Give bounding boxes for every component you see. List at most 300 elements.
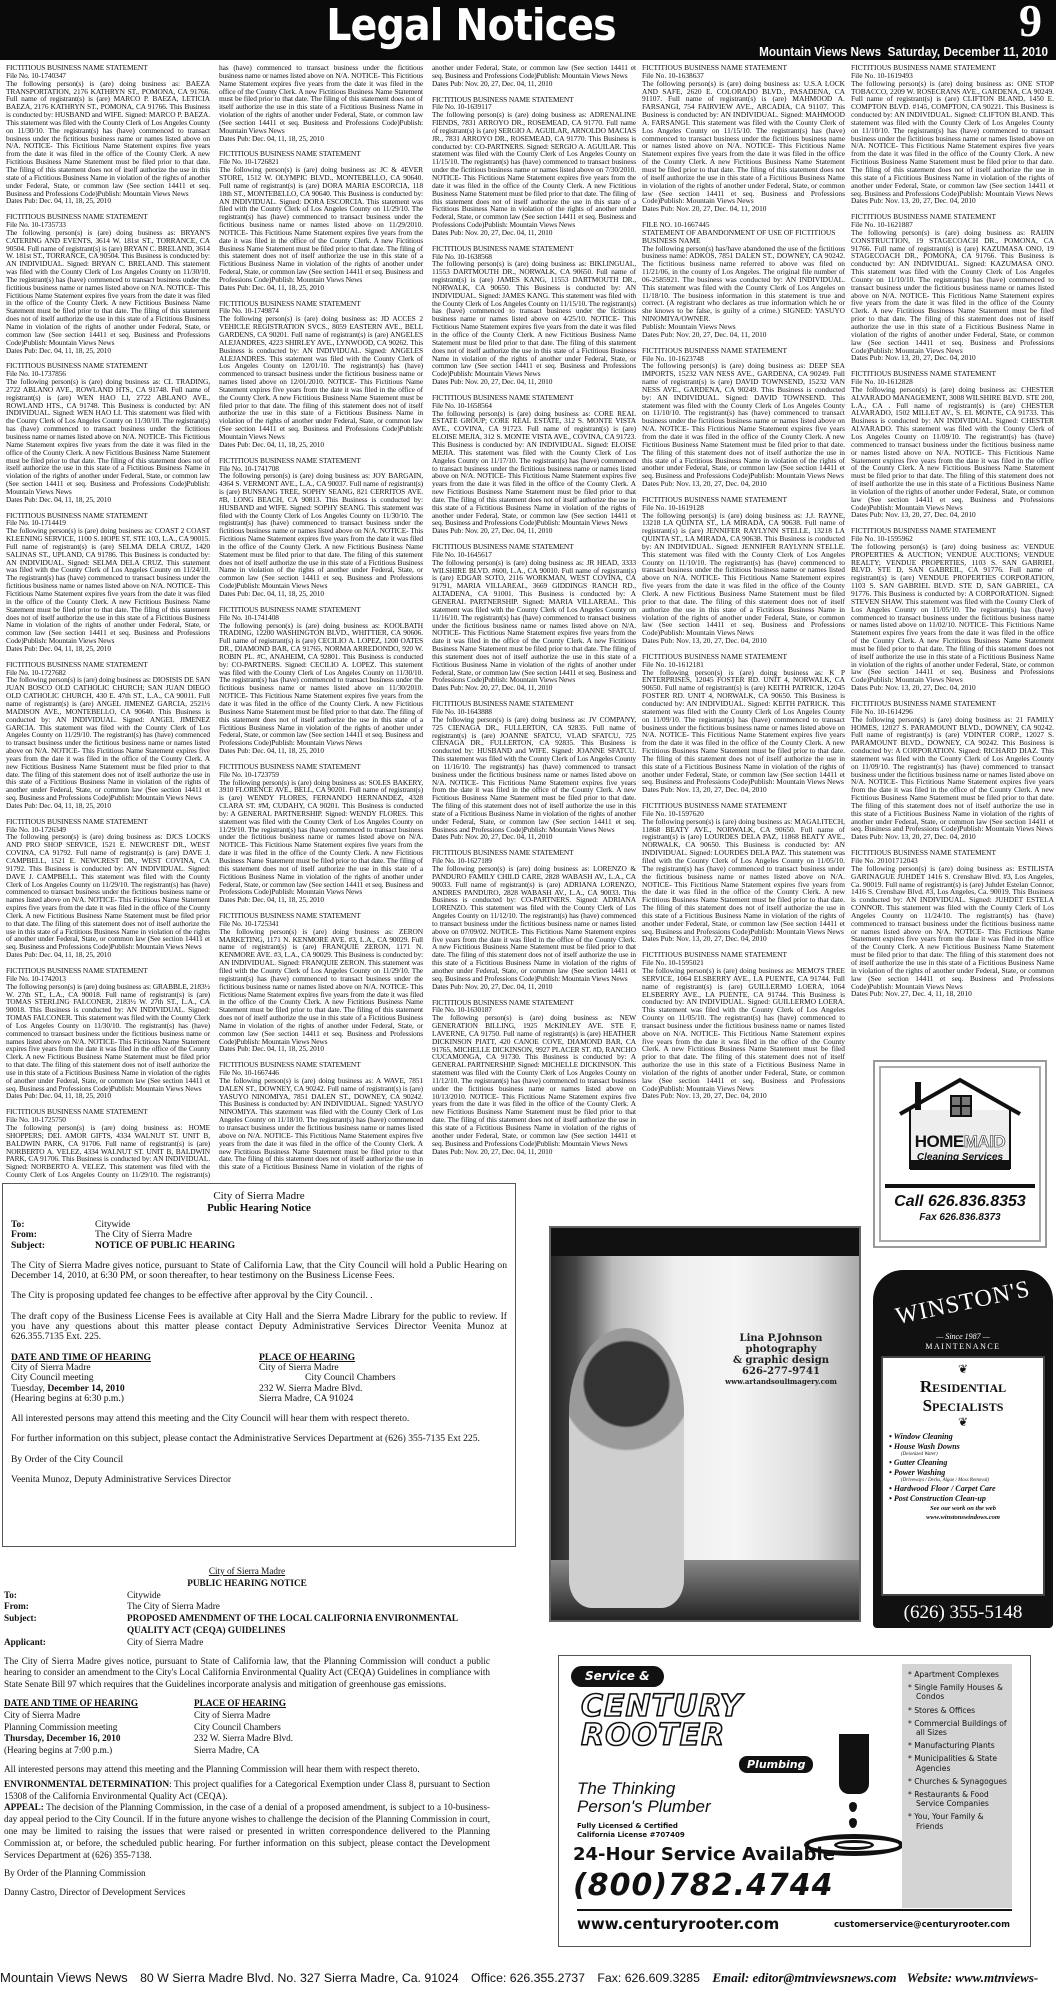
notice-phrase: This statement was filed with the County Clerk of Los Angeles County on xyxy=(851,746,1054,771)
ad-line: photography xyxy=(745,1344,817,1355)
notice-signed-by: YASUYO NINOMIYA xyxy=(219,1099,423,1117)
notice-signed-by: TOMAS FALCONER xyxy=(6,1013,71,1023)
notice-filed-date: 11/05/10 xyxy=(932,604,959,614)
dates-value: Nov. 13, 20, 27, Dec. 04, 2010 xyxy=(885,510,976,520)
legal-notice xyxy=(6,362,210,503)
notice-body: The following person(s) is (are) doing business as: K P ENTERPRISES, 12045 FOSTER RD. UNIT 4, NORWALK, CA 90650. Full name of registrant(s) is (are) KEITH PATRICK, 12045 FOSTER RD. UNIT 4, NORWALK, CA 90650. This Business is conducted by: AN INDIVIDUAL. Signed: KEITH PATRICK. This statement was filed with the County Clerk of Los Angeles County on 11/09/10. The registrant(s) has (have) commenced to transact business under the fictitious business name or names listed above on N/A. NOTICE- This Fictitious Name Statement expires five years from the date it was filed in the office of the County Clerk. A new Fictitious Business Name Statement must be filed prior to that date. The filing of this statement does not of itself authorize the use in this state of a Fictitious Business Name in violation of the rights of another under Federal, State, or common law (See section 14411 et seq. Business and Professions Code)Publish: Mountain Views News xyxy=(642,667,846,787)
file-number: FILE NO. 10-1667445 xyxy=(642,220,710,230)
service-item: * Stores & Offices xyxy=(908,1706,1008,1715)
notice-registrant: DAVE J. CAMPBELL, 1521 E. NEWCREST DR., WEST COVINA, CA 91792 xyxy=(6,848,210,873)
notice-phrase: The registrant(s) has (have) commenced to transact business under the fictitious business name or names listed above on xyxy=(6,416,210,441)
notice-phrase: Signed: xyxy=(747,997,773,1007)
issue-date: Saturday, December 11, 2010 xyxy=(887,44,1048,59)
notice-phrase: Signed: xyxy=(125,110,149,120)
notice-phrase: The registrant(s) has (have) commenced to transact business under the fictitious business name or names listed above on xyxy=(851,604,1054,630)
file-no: 10-1735733 xyxy=(31,220,66,230)
notice-boilerplate: NOTICE- This Fictitious Name Statement expires five years from the date it was filed in the office of the County Clerk. A new Fictitious Business Name Statement must be filed prior to that date. The filing of this statement does not of itself authorize the use in this state of a Fictitious Business Name in violation of the rights of another under Federal, State, or common law (See section 14411 et seq. Business and Professions Code)Publish: Mountain Views News xyxy=(6,1036,210,1093)
paragraph: The draft copy of the Business License Fees is available at City Hall and the Sierra Madre Library for the public to review. If you have any questions about this matter please contact Deputy Administrative Services Director Veenita Munoz at 626.355.7135 Ext. 225. xyxy=(11,1310,507,1343)
notice-phrase: Signed: xyxy=(1031,589,1054,598)
file-prefix: File No. xyxy=(851,856,878,865)
notice-phrase: The following person(s) is (are) doing business as: xyxy=(219,1075,376,1085)
dates-value: Dec. 04, 11, 18, 25, 2010 xyxy=(38,800,111,810)
notice-signed-by: FRANQUIE ZERON xyxy=(301,958,365,968)
notice-boilerplate: NOTICE- This Fictitious Name Statement expires five years from the date it was filed in the office of the County Clerk. A new Fictitious Business Name Statement must be filed prior to that date. The filing of this statement does not of itself authorize the use in this state of a Fictitious Business Name in violation of the rights of another under Federal, State, or common law (See section 14411 et seq. Business and Professions Code)Publish: Mountain Views News xyxy=(6,746,210,803)
notice-signed-by: SOPHY SEANG xyxy=(314,502,364,512)
dates-value: Nov. 20, 27, Dec. 04, 11, 2010 xyxy=(464,981,553,991)
notice-dba: LORENZO & PANDURO FAMILY CHILD CARE, 2828 WABASH AV., L.A., CA 90033 xyxy=(432,864,637,889)
notice-conducted-by: HUSBAND and WIFE xyxy=(219,502,287,512)
file-prefix: File No. xyxy=(432,1005,458,1015)
notice-phrase: The registrant(s) has (have) commenced to transact business under the fictitious business name or names listed above on xyxy=(432,612,636,630)
notice-signed-by: LOURDES DELA PAZ xyxy=(714,848,785,858)
masthead xyxy=(0,0,1056,60)
dates-value: Nov. 13, 20, 27, Dec. 04, 2010 xyxy=(885,683,976,693)
notice-commenced-date: 7/30/2010 xyxy=(605,165,635,175)
notice-boilerplate: NOTICE- This Fictitious Name Statement expires five years from the date it was filed in the office of the County Clerk. A new Fictitious Business Name Statement must be filed prior to that date. The filing of this statement does not of itself authorize the use in this state of a Fictitious Business Name in violation of the rights of another under Federal, State, or common law (See section 14411 et seq. Business and Professions Code)Publish: Mountain Views News xyxy=(219,691,423,748)
notice-phrase: This Business is conducted by: xyxy=(119,549,210,559)
notice-conducted-by: AN INDIVIDUAL xyxy=(310,1099,367,1109)
notice-signed-by: JOANNE SFATCU xyxy=(576,746,635,756)
file-no: 10-1643888 xyxy=(457,706,492,716)
notice-dba: SOLES BAKERY, 3910 FLORENCE AVE., BELL, CA 90201 xyxy=(219,777,423,795)
notice-phrase: This statement was filed with the County Clerk of Los Angeles County on xyxy=(6,1162,210,1180)
file-prefix: File No. xyxy=(432,400,458,410)
file-no: 10-1723759 xyxy=(244,769,279,779)
notice-phrase: The registrant(s) has (have) commenced to transact business under the fictitious business name or names listed above on xyxy=(432,455,636,481)
notice-phrase: Full name of registrant(s) is (are) xyxy=(851,730,964,740)
notice-phrase: The registrant(s) has (have) commenced to transact business under the fictitious business name or names listed above on xyxy=(432,761,636,779)
notice-dba: CHESTER ALVARADO MANAGEMENT, 3008 WILSHIRE BLVD. STE 200, L.A., CA xyxy=(851,384,1054,410)
notice-dba: MEMO'S TREE SERVICE, 1064 ELSBERRY AVE., LA PUENTE, CA 91744 xyxy=(642,965,846,983)
notice-filed-date: 11/12/10 xyxy=(432,1075,458,1085)
notice-phrase: The following person(s) is (are) doing business as: xyxy=(851,384,1022,394)
notice-conducted-by: AN INDIVIDUAL xyxy=(152,1154,209,1164)
service-item: * Single Family Houses & Condos xyxy=(908,1683,1008,1701)
notice-phrase: This Business is conducted by: xyxy=(219,651,423,669)
notice-dba: JD ACCES 2 VEHICLE REGISTRATION SVCS., 8059 EASTERN AVE., BELL GARDENS, CA 90201 xyxy=(219,314,423,339)
place-line: 232 W. Sierra Madre Blvd. xyxy=(194,1733,294,1744)
notice-dba: KOOLBATH TRADING, 12200 WASHINGTON BLVD., WHITTIER, CA 90606 xyxy=(219,620,423,638)
website: www.winstonswindows.com xyxy=(926,1514,1000,1521)
logo-rooter: ROOTER xyxy=(581,1718,726,1753)
notice-dba: HOME SHOPPERS; DEL AMOR GIFTS, 4334 WALNUT ST. UNIT B, BALDWIN PARK, CA 91706 xyxy=(6,1123,210,1148)
dates-prefix: Dates Pub: xyxy=(642,1091,677,1101)
notice-phrase: This statement was filed with the County Clerk of Los Angeles County on xyxy=(219,502,424,520)
notice-header: FICTITIOUS BUSINESS NAME STATEMENT xyxy=(6,361,148,371)
subject-value: NOTICE OF PUBLIC HEARING xyxy=(95,1239,236,1251)
notice-phrase: This Business is conducted by: xyxy=(333,188,423,198)
notice-boilerplate: NOTICE- This Fictitious Name Statement expires five years from the date it was filed in the office of the County Clerk. A new Fictitious Business Name Statement must be filed prior to that date. The filing of this statement does not of itself authorize the use in this state of a Fictitious Business Name in violation of the rights of another under Federal, State, or common law (See section 14411 et seq. Business and Professions Code)Publish: Mountain Views News xyxy=(219,63,636,1172)
file-no: 10-1621887 xyxy=(877,220,913,230)
notice-phrase: This statement was filed with the County Clerk of Los Angeles County on xyxy=(432,597,637,614)
ornament-icon: ❦ xyxy=(957,1362,969,1376)
notice-boilerplate: NOTICE- This Fictitious Name Statement expires five years from the date it was filed in the office of the County Clerk. A new Fictitious Business Name Statement must be filed prior to that date. The filing of this statement does not of itself authorize the use in this state of a Fictitious Business Name in violation of the rights of another under Federal, State, or common law (See section 14411 et seq. Business and Professions Code)Publish: Mountain Views News xyxy=(219,377,424,441)
notice-phrase: This Business is conducted by: xyxy=(873,589,969,598)
notice-conducted-by: AN INDIVIDUAL xyxy=(933,416,991,426)
drop-icon xyxy=(849,1802,857,1812)
dates-value: Dec. 04, 11, 18, 25, 2010 xyxy=(251,133,324,143)
notice-signed-by: NORBERTO A. VELEZ xyxy=(30,1162,105,1172)
legal-notice xyxy=(432,96,636,237)
ripple-icon xyxy=(834,1840,874,1850)
notice-filed-date: 11/05/10 xyxy=(678,1013,705,1023)
section-title: Legal Notices xyxy=(326,0,616,51)
notice-filed-date: 11/29/10 xyxy=(131,1170,157,1180)
dates-pub xyxy=(642,1092,845,1100)
to-label: To: xyxy=(4,1589,17,1600)
notice-conducted-by: A CORPORATION xyxy=(895,746,955,756)
file-no: 10-1595021 xyxy=(668,958,704,968)
photographer-text xyxy=(701,1333,861,1386)
notice-commenced-date: N/A xyxy=(460,471,474,481)
notice-filed-date: 11/15/10 xyxy=(560,298,586,308)
notice-dba: VENDUE PROPERTIES & AUCTION; VENDUE AUCTIONS; VENDUE REALTY; VENDUE PROPERTIES, 1103 S. SAN GABRIEL BLVD. STE D, SAN GABREIL, CA 91776 xyxy=(851,541,1054,575)
notice-boilerplate: NOTICE- This Fictitious Name Statement expires five years from the date it was filed in the office of the County Clerk. A new Fictitious Business Name Statement must be filed prior to that date. The filing of this statement does not of itself authorize the use in this state of a Fictitious Business Name in violation of the rights of another under Federal, State, or common law (See section 14411 et seq. Business and Professions Code)Publish: Mountain Views News xyxy=(432,926,636,983)
service-label: Cleaning Services xyxy=(916,1152,1004,1163)
notice-boilerplate: NOTICE- This Fictitious Name Statement expires five years from the date it was filed in the office of the County Clerk. A new Fictitious Business Name Statement must be filed prior to that date. The filing of this statement does not of itself authorize the use in this state of a Fictitious Business Name in violation of the rights of another under Federal, State, or common law (See section 14411 et seq. Business and Professions Code)Publish: Mountain Views News xyxy=(851,141,1054,198)
notice-signed-by: DAVE J. CAMPBELL xyxy=(6,871,76,881)
notice-phrase: The following person(s) is (are) doing business as: xyxy=(432,557,587,567)
notice-conducted-by: AN INDIVIDUAL xyxy=(898,259,958,269)
masthead-dateline xyxy=(759,45,1048,59)
notice-phrase: Full name of registrant(s) is (are) xyxy=(896,400,1022,410)
dates-prefix: Dates Pub: xyxy=(432,227,465,237)
dates-value: Nov. 13, 20, 27, Dec. 04, 2010 xyxy=(885,353,976,363)
dates-value: Dec. 04, 11, 18, 25, 2010 xyxy=(251,589,324,598)
legal-notice xyxy=(6,512,210,653)
headline: Residential xyxy=(919,1377,1007,1396)
notice-conducted-by: A GENERAL PARTNERSHIP xyxy=(432,589,636,606)
date-line: City of Sierra Madre xyxy=(4,1709,81,1720)
notice-filed-date: 11/15/10 xyxy=(432,157,458,167)
notice-phrase: This Business is conducted by: xyxy=(725,840,835,850)
notice-phrase: This statement was filed with the County Clerk of Los Angeles County on xyxy=(851,424,1054,441)
notice-body: The following person(s) is (are) doing business as: DJCS LOCKS AND PRO SHOP SERVICE, 1521 E. NEWCREST DR., WEST COVINA, CA 91792. Full name of registrant(s) is (are) DAVE J. CAMPBELL, 1521 E. NEWCREST DR., WEST COVINA, CA 91792. This Business is conducted by: AN INDIVIDUAL. Signed: DAVE J. CAMPBELL. This statement was filed with the County Clerk of Los Angeles County on 11/29/10. The registrant(s) has (have) commenced to transact business under the fictitious business name or names listed above on N/A. NOTICE- This Fictitious Name Statement expires five years from the date it was filed in the office of the County Clerk. A new Fictitious Business Name Statement must be filed prior to that date. The filing of this statement does not of itself authorize the use in this state of a Fictitious Business Name in violation of the rights of another under Federal, State, or common law (See section 14411 et seq. Business and Professions Code)Publish: Mountain Views News xyxy=(6,832,210,952)
notice-filed-date: 11/10/10 xyxy=(887,274,914,284)
notice-registrant: BUNSANG TREE, SOPHY SEANG, 821 CERRITOS AVE. #B, LONG BEACH, CA 90813 xyxy=(219,487,423,504)
notice-dba: BRYAN'S CATERING AND EVENTS, 3614 W. 181st ST., TORRANCE, CA 90504 xyxy=(6,227,210,253)
notice-phrase: This statement was filed with the County Clerk of Los Angeles County on xyxy=(6,1013,210,1030)
notice-phrase: The registrant(s) has (have) commenced to transact business under the fictitious business name or names listed above on xyxy=(851,431,1054,457)
notice-phrase: This Business is conducted by: xyxy=(121,251,210,261)
notice-phrase: Full name of registrant(s) is (are) xyxy=(527,424,636,434)
legal-notice xyxy=(219,606,423,755)
service-item: * You, Your Family & Friends xyxy=(908,1812,1008,1830)
website: www.centuryrooter.com xyxy=(577,1915,780,1933)
notice-conducted-by: AN INDIVIDUAL xyxy=(6,557,63,567)
dates-pub xyxy=(6,197,210,205)
notice-phrase: The registrant(s) has (have) commenced to transact business under the fictitious business name or names listed above on xyxy=(642,863,845,881)
license-2: California License #707409 xyxy=(577,1831,685,1839)
dates-prefix: Dates Pub: xyxy=(219,746,252,756)
notice-registrant: SERGIO A. AGUILAR, ARNOLDO MACIAS JR., 7831 ARROYO DR., ROSEMEAD, CA 91770 xyxy=(432,125,636,143)
notice-dba: JR HEAD, 3333 WILSHIRE BLVD. #600, L.A., CA 90010 xyxy=(432,557,637,575)
dates-pub xyxy=(642,935,845,943)
notice-phrase: The following person(s) is (are) doing business as: xyxy=(642,667,830,677)
subject-label: Subject: xyxy=(4,1613,37,1624)
file-no: 10-1740347 xyxy=(31,70,66,80)
date-and-time xyxy=(11,1353,259,1404)
env-label: ENVIRONMENTAL DETERMINATION xyxy=(4,1778,170,1789)
dates-prefix: Dates Pub: xyxy=(642,785,677,795)
notice-phrase: The registrant(s) has (have) commenced to transact business under the fictitious business name or names listed above on xyxy=(642,714,845,732)
file-prefix: File No. xyxy=(219,918,245,928)
place-line: City Council Chambers xyxy=(194,1721,281,1732)
dates-pub xyxy=(219,590,423,598)
notice-filed-date: 11/30/10 xyxy=(134,416,160,426)
notice-dba: ADRENALINE FIENDS, 7831 ARROYO DR., ROSEMEAD, CA 91770 xyxy=(432,110,636,128)
dates-value: Nov. 20, 27, Dec. 04, 11, 2010 xyxy=(464,78,553,88)
notice-header: FICTITIOUS BUSINESS NAME STATEMENT xyxy=(6,212,148,222)
notice-filed-date: 11/09/10 xyxy=(932,431,959,441)
notice-phrase: This Business is conducted by: xyxy=(642,691,846,708)
notice-dba: DEEP SEA IMPORTS, 15232 VAN NESS AVE., GARDENA, CA 90249 xyxy=(642,361,846,379)
notice-phrase: The following person(s) is (are) doing business as: xyxy=(851,863,1019,873)
services-list xyxy=(889,1432,1037,1504)
notice-phrase: Signed: xyxy=(954,110,979,120)
notice-dba: A WAVE, 7851 DALEN ST., DOWNEY, CA 90242 xyxy=(219,1075,423,1093)
dates-value: Nov. 13, 20, 27, Dec. 04, 2010 xyxy=(676,934,767,944)
notice-phrase: The registrant(s) has (have) commenced to transact business under the fictitious business name or names listed above on xyxy=(642,125,845,151)
notice-phrase: The registrant(s) has (have) commenced to transact business under the fictitious business name or names listed above on xyxy=(219,965,423,991)
applicant-label: Applicant: xyxy=(4,1636,46,1647)
notice-phrase: This statement was filed with the County Clerk of Los Angeles County on xyxy=(642,392,846,418)
notice-phrase: Full name of registrant(s) is (are) xyxy=(6,94,114,104)
place-line: 232 W. Sierra Madre Blvd. xyxy=(259,1382,363,1394)
notice-body: The following person(s) is (are) doing business as: NEW GENERATION BILLING, 1925 McKINLEY AVE. STE F, LAVERNE, CA 91750. Full name of registrant(s) is (are) HEATHER DICKINSON PIATT, 420 CANOE COVE, DIAMOND BAR, CA 91765, MICHELLE DICKINSON, 9927 PLACER ST. #D, RANCHO CUCAMONGA, CA 91730. This Business is conducted by: A GENERAL PARTNERSHIP. Signed: MICHELLE DICKINSON. This statement was filed with the County Clerk of Los Angeles County on 11/12/10. The registrant(s) has (have) commenced to transact business under the fictitious business name or names listed above on 10/13/2010. NOTICE- This Fictitious Name Statement expires five years from the date it was filed in the office of the County Clerk. A new Fictitious Business Name Statement must be filed prior to that date. The filing of this statement does not of itself authorize the use in this state of a Fictitious Business Name in violation of the rights of another under Federal, State, or common law (See section 14411 et seq. Business and Professions Code)Publish: Mountain Views News xyxy=(432,1013,636,1148)
paragraph: All interested persons may attend this meeting and the Planning Commission will hear them with respect thereto. xyxy=(4,1763,420,1774)
notice-boilerplate: NOTICE- This Fictitious Name Statement expires five years from the date it was filed in the office of the County Clerk. A new Fictitious Business Name Statement must be filed prior to that date. The filing of this statement does not of itself authorize the use in this state of a Fictitious Business Name in violation of the rights of another under Federal, State, or common law (See section 14411 et seq. Business and Professions Code)Publish: Mountain Views News xyxy=(851,926,1054,991)
paragraph: By Order of the City Council xyxy=(11,1453,124,1465)
file-no: 10-1741708 xyxy=(244,463,279,473)
notice-phrase: The following person(s) is (are) doing business as: xyxy=(219,926,399,936)
logo-plumbing: Plumbing xyxy=(739,1756,813,1773)
legal-notice xyxy=(432,700,636,841)
dates-prefix: Dates Pub: xyxy=(6,1091,39,1101)
email: customerservice@centuryrooter.com xyxy=(834,1920,1010,1930)
legal-notice xyxy=(6,661,210,810)
place-line: City of Sierra Madre xyxy=(194,1709,271,1720)
notice-phrase: Full name of registrant(s) is (are) xyxy=(327,1083,423,1093)
notice-phrase: Full name of registrant(s) is (are) xyxy=(6,691,210,708)
dates-pub xyxy=(432,80,636,88)
notice-conducted-by: AN INDIVIDUAL xyxy=(894,110,951,120)
notice-filed-date: 11/10/10 xyxy=(678,557,705,567)
place-line: City of Sierra Madre xyxy=(259,1361,339,1373)
appeal-text: The decision of the Planning Commission, in the case of a denial of a proposed amendment, is subject to a 10-business-day appeal period to the City Council. If in the future anyone wishes to challenge the decision of the Planning Commission in court, one may be limited to raising the issues that were raised or presented in written correspondence delivered to the Planning Commission at, or before, the scheduled public hearing. For further information on this subject, please contact the Development Services Department at (626) 355-7138. xyxy=(4,1802,490,1860)
notice-commenced-date: 10/13/2010 xyxy=(432,1091,465,1101)
notice-boilerplate: NOTICE- This Fictitious Name Statement expires five years from the date it was filed in the office of the County Clerk. A new Fictitious Business Name Statement must be filed prior to that date. The filing of this statement does not of itself authorize the use in this state of a Fictitious Business Name in violation of the rights of another under Federal, State, or common law (See section 14411 et seq. Business and Professions Code)Publish: Mountain Views News xyxy=(219,227,423,284)
notice-header: FICTITIOUS BUSINESS NAME STATEMENT xyxy=(851,698,996,708)
legal-notices-columns-left xyxy=(6,64,636,1180)
notice-phrase: The following person(s) is (are) doing business as: xyxy=(642,361,810,371)
dates-pub xyxy=(6,951,210,959)
notice-phrase: The registrant(s) has (have) commenced to transact business under the fictitious business name or names listed above on xyxy=(219,510,423,536)
notice-phrase: The following person(s) is (are) doing business as: xyxy=(432,864,593,873)
notice-conducted-by: AN INDIVIDUAL xyxy=(126,1005,184,1015)
notice-filed-date: 11/10/10 xyxy=(652,408,679,418)
dates-prefix: Dates Pub: xyxy=(642,329,677,339)
notice-commenced-date: N/A xyxy=(408,832,422,842)
dates-pub xyxy=(219,135,423,143)
notice-registrant: WENDY FLORES, FERNANDO HERNANDEZ, 4328 CLARA ST. #M, CUDAHY, CA 90201 xyxy=(219,793,423,811)
notice-commenced-date: N/A xyxy=(830,871,844,881)
notice-registrant: HEATHER DICKINSON PIATT, 420 CANOE COVE, DIAMOND BAR, CA 91765, MICHELLE DICKINSON, 9927 PLACER ST. #D, RANCHO CUCAMONGA, CA 91730 xyxy=(432,1028,636,1062)
notice-phrase: Signed: xyxy=(526,141,551,151)
notice-body: The following person(s) is (are) doing business as: ZERON MARKETING, 1171 N. KENMORE AVE. #3, L.A., CA 90029. Full name of registrant(s) is (are) FRANQUIE ZERON, 1171 N. KENMORE AVE. #3, L.A., CA 90029. This Business is conducted by: AN INDIVIDUAL. Signed: FRANQUIE ZERON. This statement was filed with the County Clerk of Los Angeles County on 11/29/10. The registrant(s) has (have) commenced to transact business under the fictitious business name or names listed above on N/A. NOTICE- This Fictitious Name Statement expires five years from the date it was filed in the office of the County Clerk. A new Fictitious Business Name Statement must be filed prior to that date. The filing of this statement does not of itself authorize the use in this state of a Fictitious Business Name in violation of the rights of another under Federal, State, or common law (See section 14411 et seq. Business and Professions Code)Publish: Mountain Views News xyxy=(219,926,423,1046)
photographer-name: Lina P.Johnson xyxy=(739,1333,823,1344)
dates-pub xyxy=(851,990,1054,998)
notice-phrase: This statement was filed with the County Clerk of Los Angeles County on xyxy=(219,1107,423,1125)
notice-registrant: CLIFTON BLAND, 1450 E. COMPTON BLVD. #145, COMPTON, CA 90221 xyxy=(851,94,1054,112)
notice-phrase: The registrant(s) has (have) commenced to transact business under the fictitious business name or names listed above on xyxy=(219,824,423,842)
notice-phrase: This Business is conducted by: xyxy=(6,102,210,120)
notice-signed-by: SELMA DELA CRUZ xyxy=(92,557,162,567)
license xyxy=(577,1822,685,1840)
dates-pub xyxy=(642,205,845,213)
notice-boilerplate: NOTICE- This Fictitious Name Statement expires five years from the date it was filed in the office of the County Clerk. A new Fictitious Business Name Statement must be filed prior to that date. The filing of this statement does not of itself authorize the use in this state of a Fictitious Business Name in violation of the rights of another under Federal, State, or common law (See section 14411 et seq. Business and Professions Code)Publish: Mountain Views News xyxy=(432,628,636,685)
file-prefix: File No. xyxy=(219,612,245,622)
file-prefix: File No. xyxy=(6,70,32,80)
notice-dba: GRABBLE, 2183½ W. 27th ST., L.A., CA 90018 xyxy=(6,981,210,999)
notice-phrase: The registrant(s) has (have) commenced to transact business under the fictitious business name or names listed above on xyxy=(851,761,1054,779)
notice-body: The following person(s) is (are) doing business as: MAGALITECH, 11868 BEATY AVE., NORWALK, CA 90650. Full name of registrant(s) is (are) LOURDES DELA PAZ, 11868 BEATY AVE., NORWALK, CA 90650. This Business is conducted by: AN INDIVIDUAL. Signed: LOURDES DELA PAZ. This statement was filed with the County Clerk of Los Angeles County on 11/05/10. The registrant(s) has (have) commenced to transact business under the fictitious business name or names listed above on N/A. NOTICE- This Fictitious Name Statement expires five years from the date it was filed in the office of the County Clerk. A new Fictitious Business Name Statement must be filed prior to that date. The filing of this statement does not of itself authorize the use in this state of a Fictitious Business Name in violation of the rights of another under Federal, State, or common law (See section 14411 et seq. Business and Professions Code)Publish: Mountain Views News xyxy=(642,816,846,936)
paragraph: The City of Sierra Madre gives notice, pursuant to State of California Law, that the City Council will hold a Public Hearing on December 14, 2010, at 6:30 PM, or soon thereafter, to hear testimony on the Business License Fees. xyxy=(11,1259,507,1282)
brand xyxy=(895,1132,1025,1151)
page-number: 9 xyxy=(1019,0,1042,46)
dates-value: Nov. 13, 20, 27, Dec. 04, 2010 xyxy=(885,196,976,206)
dates-pub xyxy=(642,331,845,339)
notice-commenced-date: 12/01/2010 xyxy=(290,377,323,387)
file-no: 10-1614296 xyxy=(877,706,913,716)
notice-dba: K P ENTERPRISES, 12045 FOSTER RD. UNIT 4, NORWALK, CA 90650 xyxy=(642,667,845,693)
dates-prefix: Dates Pub: xyxy=(219,895,252,905)
file-prefix: File No. xyxy=(642,659,669,669)
dates-pub xyxy=(219,1045,423,1053)
file-no: 10-1597620 xyxy=(668,808,704,818)
notice-phrase: The following person(s) is (are) doing business as: xyxy=(642,78,804,88)
notice-conducted-by: AN INDIVIDUAL xyxy=(720,110,777,120)
from-value: The City of Sierra Madre xyxy=(95,1229,192,1241)
divider xyxy=(577,1909,1012,1911)
notice-conducted-by: AN INDIVIDUAL xyxy=(642,840,846,858)
notice-phrase: Signed: xyxy=(522,597,549,606)
notice-header: FICTITIOUS BUSINESS NAME STATEMENT xyxy=(219,911,361,921)
legal-notice xyxy=(432,245,636,386)
legal-notice xyxy=(851,849,1054,998)
file-prefix: File No. xyxy=(642,502,669,512)
notice-boilerplate: NOTICE- This Fictitious Name Statement expires five years from the date it was filed in the office of the County Clerk. A new Fictitious Business Name Statement must be filed prior to that date. The filing of this statement does not of itself authorize the use in this state of a Fictitious Business Name in violation of the rights of another under Federal, State, or common law (See section 14411 et seq. Business and Professions Code)Publish: Mountain Views News xyxy=(6,141,210,198)
notice-body: The following person(s) is (are) doing business as: VENDUE PROPERTIES & AUCTION; VENDUE AUCTIONS; VENDUE REALTY; VENDUE PROPERTIES, 1103 S. SAN GABRIEL BLVD. STE D, SAN GABREIL, CA 91776. Full name of registrant(s) is (are) VENDUE PROPERTIES CORPORATION, 1103 S. SAN GABRIEL BLVD. STE D, SAN GABRIEL, CA 91776. This Business is conducted by: A CORPORATION. Signed: STEVEN SHAW. This statement was filed with the County Clerk of Los Angeles County on 11/05/10. The registrant(s) has (have) commenced to transact business under the fictitious business name or names listed above on 11/02/10. NOTICE- This Fictitious Name Statement expires five years from the date it was filed in the office of the County Clerk. A new Fictitious Business Name Statement must be filed prior to that date. The filing of this statement does not of itself authorize the use in this state of a Fictitious Business Name in violation of the rights of another under Federal, State, or common law (See section 14411 et seq. Business and Professions Code)Publish: Mountain Views News xyxy=(851,541,1054,685)
file-no: 10-1627189 xyxy=(457,856,492,866)
notice-phrase: The following person(s) is (are) doing business as: xyxy=(642,816,795,826)
notice-commenced-date: 11/02/10 xyxy=(928,620,955,630)
notice-header: FICTITIOUS BUSINESS NAME STATEMENT xyxy=(219,761,361,771)
file-prefix: File No. xyxy=(851,706,878,716)
notice-conducted-by: AN INDIVIDUAL xyxy=(6,400,210,418)
file-no: 10-1714419 xyxy=(31,518,66,528)
notice-registrant: MARCO P. BAEZA, LETICIA BAEZA, 2176 KATHRYN ST., POMONA, CA 91766 xyxy=(6,94,210,112)
notice-header: FICTITIOUS BUSINESS NAME STATEMENT xyxy=(6,63,148,72)
notice-registrant: JAMES KANG, 11553 DARTMOUTH DR., NORWALK, CA 90650 xyxy=(432,275,637,292)
from-label: From: xyxy=(11,1229,37,1241)
notice-commenced-date: N/A xyxy=(642,730,655,740)
file-prefix: File No. xyxy=(851,534,878,544)
publish-line: Publish: Mountain Views News xyxy=(642,322,736,331)
dates-pub xyxy=(851,197,1054,205)
notice-phrase: This statement was filed with the County Clerk of Los Angeles County on xyxy=(851,903,1054,920)
place-of-hearing xyxy=(194,1698,384,1757)
services-list xyxy=(902,1664,1012,1908)
notice-phrase: The registrant(s) has (have) commenced to transact business under the fictitious business name or names listed above on xyxy=(6,730,210,756)
notice-registrant: WEN HAO LI, 2722 ABLANO AVE., ROWLAND HTS., CA 91748 xyxy=(6,392,210,410)
notice-commenced-date: N/A xyxy=(363,526,376,536)
notice-phrase: The registrant(s) has (have) commenced to transact business under the fictitious business name or names listed above on xyxy=(6,879,210,905)
logo-wordmark xyxy=(581,1689,743,1753)
notice-phrase: This statement was filed with the County Clerk of Los Angeles County on xyxy=(642,117,845,135)
file-no: 10-1619128 xyxy=(668,502,704,512)
notice-header: FICTITIOUS BUSINESS NAME STATEMENT xyxy=(851,848,996,858)
notice-header: FICTITIOUS BUSINESS NAME STATEMENT xyxy=(432,542,574,552)
notice-phrase: Full name of registrant(s) is (are) xyxy=(6,384,210,402)
dates-pub xyxy=(6,645,210,653)
file-prefix: File No. xyxy=(6,973,32,983)
notice-signed-by: MICHELLE DICKINSON xyxy=(541,1060,620,1070)
subject-value: PROPOSED AMENDMENT OF THE LOCAL CALIFORNIA ENVIRONMENTAL QUALITY ACT (CEQA) GUIDELINES xyxy=(127,1613,458,1635)
dates-pub xyxy=(219,747,423,755)
legal-notice xyxy=(851,527,1054,692)
notice-boilerplate: NOTICE- This Fictitious Name Statement expires five years from the date it was filed in the office of the County Clerk. A new Fictitious Business Name Statement must be filed prior to that date. The filing of this statement does not of itself authorize the use in this state of a Fictitious Business Name in violation of the rights of another under Federal, State, or common law (See section 14411 et seq. Business and Professions Code)Publish: Mountain Views News xyxy=(432,777,636,834)
notice-conducted-by: CO-PARTNERS xyxy=(474,141,523,151)
notice-registrant: Juhdet Estelan Connor, 1416 S. Crenshaw Blvd. #3, Los Angeles, Ca. 90019 xyxy=(851,879,1054,897)
notice-header: FICTITIOUS BUSINESS NAME STATEMENT xyxy=(219,149,361,159)
notice-body: The following person(s) is (are) doing business as: ESTILISTA GARINAGUE JUHDET 1416 S. Crenshaw Blvd. #3, Los Angeles, Ca. 90019. Full name of registrant(s) is (are) Juhdet Estelan Connor, 1416 S. Crenshaw Blvd. #3, Los Angeles, Ca. 90019. This Business is conducted by: AN INDIVIDUAL. Signed: JUHDET ESTELA CONNOR. This statement was filed with the County Clerk of Los Angeles County on 11/24/10. The registrant(s) has (have) commenced to transact business under the fictitious business name or names listed above on N/A. NOTICE- This Fictitious Name Statement expires five years from the date it was filed in the office of the County Clerk. A new Fictitious Business Name Statement must be filed prior to that date. The filing of this statement does not of itself authorize the use in this state of a Fictitious Business Name in violation of the rights of another under Federal, State, or common law (See section 14411 et seq. Business and Professions Code)Publish: Mountain Views News xyxy=(851,863,1054,991)
house-icon xyxy=(895,1076,1025,1176)
file-prefix: File No. xyxy=(432,856,458,866)
notice-registrant: EDGAR SOTO, 2116 WORKMAN, WEST COVINA, CA 91791, MARIA VILLAREAL, 3669 GIDDINGS RANCH RD., ALTADENA, CA 91001 xyxy=(432,573,636,599)
dates-value: Dec. 04, 11, 18, 25, 2010 xyxy=(38,196,111,206)
notice-phrase: Signed: xyxy=(369,1099,394,1109)
notice-body: The following person(s) is (are) doing business as: J.J. RAYNE, 13218 LA QUINTA ST., LA MIRADA, CA 90638. Full name of registrant(s) is (are) JENNIFER RAYLYNN STELLE, 13218 LA QUINTA ST., LA MIRADA, CA 90638. This Business is conducted by: AN INDIVIDUAL. Signed: JENNIFER RAYLYNN STELLE. This statement was filed with the County Clerk of Los Angeles County on 11/10/10. The registrant(s) has (have) commenced to transact business under the fictitious business name or names listed above on N/A. NOTICE- This Fictitious Name Statement expires five years from the date it was filed in the office of the County Clerk. A new Fictitious Business Name Statement must be filed prior to that date. The filing of this statement does not of itself authorize the use in this state of a Fictitious Business Name in violation of the rights of another under Federal, State, or common law (See section 14411 et seq. Business and Professions Code)Publish: Mountain Views News xyxy=(642,510,846,638)
file-no: 10-1645617 xyxy=(457,549,492,559)
logo-century: CENTURY xyxy=(581,1689,743,1724)
notice-filed-date: 11/10/10 xyxy=(861,125,888,135)
legal-notice xyxy=(219,150,423,291)
notice-filed-date: 11/30/10 xyxy=(183,267,209,277)
notice-phrase: Full name of registrant(s) is (are) xyxy=(105,1138,210,1148)
notice-header: FICTITIOUS BUSINESS NAME STATEMENT xyxy=(432,699,574,709)
notice-filed-date: 11/17/10 xyxy=(490,455,516,465)
file-prefix: File No. xyxy=(219,1068,245,1078)
file-no: 10-1658564 xyxy=(457,400,492,410)
notice-boilerplate: NOTICE- This Fictitious Name Statement expires five years from the date it was filed in the office of the County Clerk. A new Fictitious Business Name Statement must be filed prior to that date. The filing of this statement does not of itself authorize the use in this state of a Fictitious Business Name in violation of the rights of another under Federal, State, or common law (See section 14411 et seq. Business and Professions Code)Publish: Mountain Views News xyxy=(642,879,845,936)
notice-commenced-date: N/A xyxy=(150,581,163,591)
dates-pub xyxy=(851,511,1054,519)
to-value: Citywide xyxy=(95,1219,131,1230)
notice-phrase: This Business is conducted by: xyxy=(851,738,1054,756)
notice-phrase: Full name of registrant(s) is (are) xyxy=(851,94,963,104)
dates-value: Nov. 13, 20, 27, Dec. 04, 2010 xyxy=(676,1091,767,1101)
file-no: 10-1742013 xyxy=(31,973,66,983)
dates-prefix: Dates Pub: xyxy=(6,196,39,206)
notice-signed-by: RICHARD DIAZ xyxy=(983,746,1037,756)
notice-org: City of Sierra Madre xyxy=(208,1566,286,1576)
notice-conducted-by: AN INDIVIDUAL xyxy=(657,392,718,402)
legal-notice xyxy=(432,849,636,990)
notice-boilerplate: NOTICE- This Fictitious Name Statement expires five years from the date it was filed in the office of the County Clerk. A new Fictitious Business Name Statement must be filed prior to that date. The filing of this statement does not of itself authorize the use in this state of a Fictitious Business Name in violation of the rights of another under Federal, State, or common law (See section 14411 et seq. Business and Professions Code)Publish: Mountain Views News xyxy=(851,290,1054,355)
notice-header: FICTITIOUS BUSINESS NAME STATEMENT xyxy=(642,345,787,355)
notice-phrase: This Business is conducted by: xyxy=(61,1154,153,1164)
